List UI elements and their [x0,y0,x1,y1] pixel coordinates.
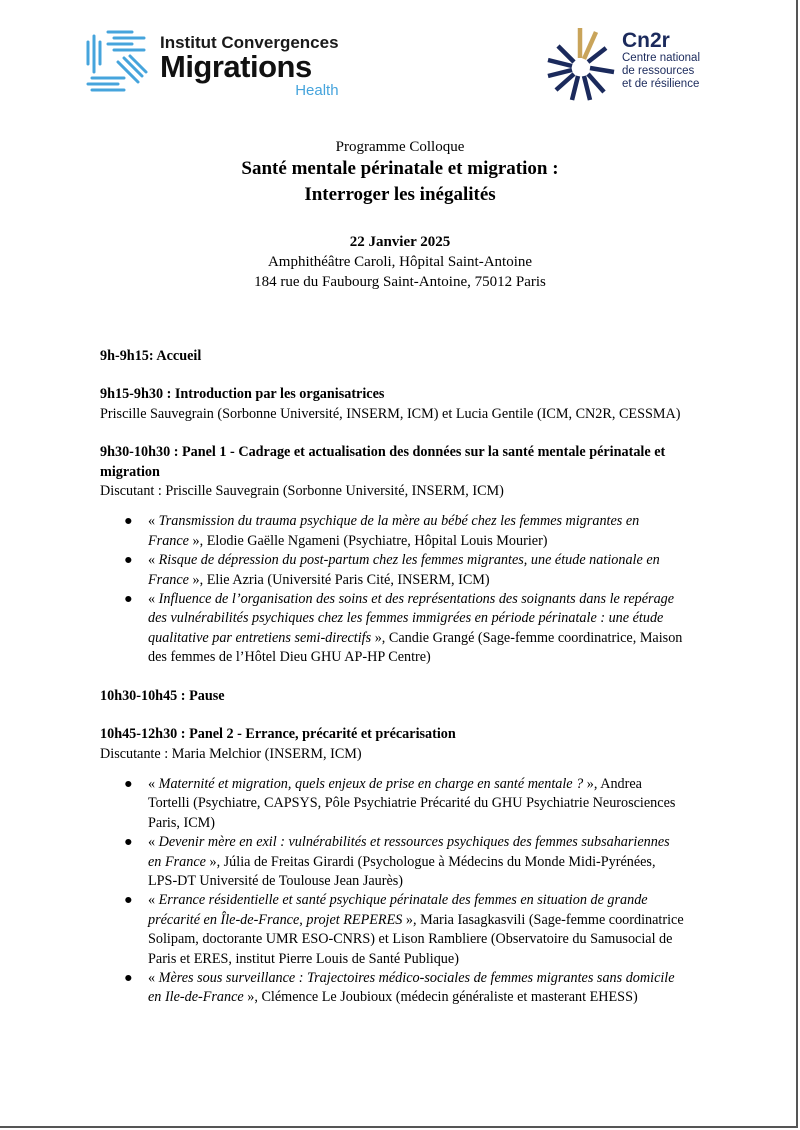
list-item: ● « Errance résidentielle et santé psychique périnatale des femmes en situation de grande précarité en Île-de-France, projet REPERES », Maria Iasagkasvili (Sage-femme coordinatrice Solipam, doctorante UMR ESO-CNRS) et Lison Rambliere (Observatoire du Samusocial de Paris et ERES, institut Pierre Louis de Santé Publique) [124,892,684,967]
talk-title: Mères sous surveillance : Trajectoires médico-sociales de femmes migrantes sans domicile [158,969,675,986]
event-date: 22 Janvier 2025 [349,234,451,250]
icm-line2: Migrations [160,49,312,84]
talk-title: en France [148,853,206,870]
talk-speaker: Júlia de Freitas Girardi (Psychologue à Médecins du Monde Midi-Pyrénées, [223,853,656,870]
bullet-icon: ● [124,552,133,569]
slot-pause [100,687,705,706]
icm-logo [84,28,354,98]
programme-label: Programme Colloque [335,139,465,155]
event-venue: Amphithéâtre Caroli, Hôpital Saint-Antoine [267,254,533,270]
bullet-icon: ● [124,591,133,608]
icm-wordmark [160,34,339,100]
talk-title: France [148,571,189,588]
slot-heading: 9h-9h15: Accueil [100,348,202,364]
title-line1: Santé mentale périnatale et migration : [241,158,559,179]
event-address: 184 rue du Faubourg Saint-Antoine, 75012 Paris [254,274,546,290]
talk-title: Errance résidentielle et santé psychique périnatale des femmes en situation de grande [158,892,648,909]
talk-speaker: Clémence Le Joubioux (médecin généraliste et masterant EHESS) [261,989,638,1006]
list-item: ● « Transmission du trauma psychique de la mère au bébé chez les femmes migrantes en France », Elodie Gaëlle Ngameni (Psychiatre, Hôpital Louis Mourier) [124,513,640,549]
slot-heading [100,443,705,482]
cn2r-sub3: et de résilience [622,78,700,90]
talk-title: des vulnérabilités psychiques chez les femmes immigrées en période périnatale : une étude [148,610,664,627]
slot-accueil [100,347,705,366]
talk-title: Devenir mère en exil : vulnérabilités et ressources psychiques des femmes subsahariennes [158,834,670,851]
panel2-discutant: Discutante : Maria Melchior (INSERM, ICM) [100,745,362,762]
intro-speakers: Priscille Sauvegrain (Sorbonne Université, INSERM, ICM) et Lucia Gentile (ICM, CN2R, CESSMA) [100,405,681,422]
list-item: ● « Influence de l’organisation des soins et des représentations des soignants dans le repérage des vulnérabilités psychiques chez les femmes immigrées en période périnatale : une étude qualitative par entretiens semi-directifs », Candie Grangé (Sage-femme coordinatrice, Maison des femmes de l’Hôtel Dieu GHU AP-HP Centre) [124,591,683,666]
panel1-heading-line1: 9h30-10h30 : Panel 1 - Cadrage et actualisation des données sur la santé mentale périnatale et [100,444,666,461]
title-line2: Interroger les inégalités [304,184,496,205]
slot-panel1 [100,443,705,667]
talk-speaker: des femmes de l’Hôtel Dieu GHU AP-HP Centre) [148,649,431,666]
bullet-icon: ● [124,834,133,851]
icm-line1: Institut Convergences [160,33,339,52]
talk-title: en Ile-de-France [148,989,244,1006]
slot-heading: 10h45-12h30 : Panel 2 - Errance, précarité et précarisation [100,726,456,743]
talk-speaker: Solipam, doctorante UMR ESO-CNRS) et Lison Rambliere (Observatoire du Samusocial de [148,931,673,948]
talk-speaker: Elodie Gaëlle Ngameni (Psychiatre, Hôpital Louis Mourier) [206,532,548,549]
talk-speaker: Tortelli (Psychiatre, CAPSYS, Pôle Psychiatrie Précarité du GHU Psychiatrie Neurosciences [148,795,676,812]
icm-stripes-icon [84,28,150,94]
talk-speaker: Candie Grangé (Sage-femme coordinatrice, Maison [388,629,683,646]
panel1-heading-line2: migration [100,463,160,480]
cn2r-title: Cn2r [622,29,670,52]
document-header [0,138,800,292]
cn2r-sunburst-icon [544,24,616,104]
talk-title: Influence de l’organisation des soins et des représentations des soignants dans le repérage [158,591,675,608]
bullet-icon: ● [124,969,133,986]
talk-speaker: LPS-DT Université de Toulouse Jean Jaurès) [148,872,403,889]
slot-heading: 9h15-9h30 : Introduction par les organisatrices [100,386,385,403]
cn2r-sub2: de ressources [622,65,695,77]
list-item: ● « Risque de dépression du post-partum chez les femmes migrantes, une étude nationale en France », Elie Azria (Université Paris Cité, INSERM, ICM) [124,552,660,588]
bullet-icon: ● [124,892,133,909]
panel1-discutant: Discutant : Priscille Sauvegrain (Sorbonne Université, INSERM, ICM) [100,483,504,500]
cn2r-logo [544,24,744,104]
talk-title: précarité en Île-de-France, projet REPERES [148,911,403,928]
bullet-icon: ● [124,513,133,530]
talk-speaker: Elie Azria (Université Paris Cité, INSERM, ICM) [206,571,490,588]
talk-title: France [148,532,189,549]
slot-heading: 10h30-10h45 : Pause [100,687,225,704]
panel1-talks [100,512,705,667]
icm-line3: Health [295,82,339,99]
list-item: ● « Mères sous surveillance : Trajectoires médico-sociales de femmes migrantes sans domicile en Ile-de-France », Clémence Le Joubioux (médecin généraliste et masterant EHESS) [124,969,675,1006]
talk-title: qualitative par entretiens semi-directifs [148,629,372,646]
talk-title: Risque de dépression du post-partum chez les femmes migrantes, une étude nationale en [158,552,660,569]
talk-speaker: Paris et ERES, institut Pierre Louis de Santé Publique) [148,950,459,967]
bullet-icon: ● [124,775,133,792]
panel2-talks [100,775,705,1008]
list-item: ● « Maternité et migration, quels enjeux de prise en charge en santé mentale ? », Andrea Tortelli (Psychiatre, CAPSYS, Pôle Psychiatrie Précarité du GHU Psychiatrie Neurosciences Paris, ICM) [124,775,676,831]
cn2r-wordmark [622,30,700,91]
talk-speaker: Maria Iasagkasvili (Sage-femme coordinatrice [420,911,684,928]
programme [100,347,705,1027]
talk-speaker: Paris, ICM) [148,814,215,831]
list-item: ● « Devenir mère en exil : vulnérabilités et ressources psychiques des femmes subsahariennes en France », Júlia de Freitas Girardi (Psychologue à Médecins du Monde Midi-Pyrénées, LPS-DT Université de Toulouse Jean Jaurès) [124,834,670,889]
slot-panel2 [100,725,705,1008]
talk-title: Transmission du trauma psychique de la mère au bébé chez les femmes migrantes en [158,513,640,530]
slot-introduction [100,385,705,424]
cn2r-sub1: Centre national [622,52,700,64]
talk-title: Maternité et migration, quels enjeux de prise en charge en santé mentale ? [158,775,584,792]
talk-speaker: Andrea [600,775,642,792]
